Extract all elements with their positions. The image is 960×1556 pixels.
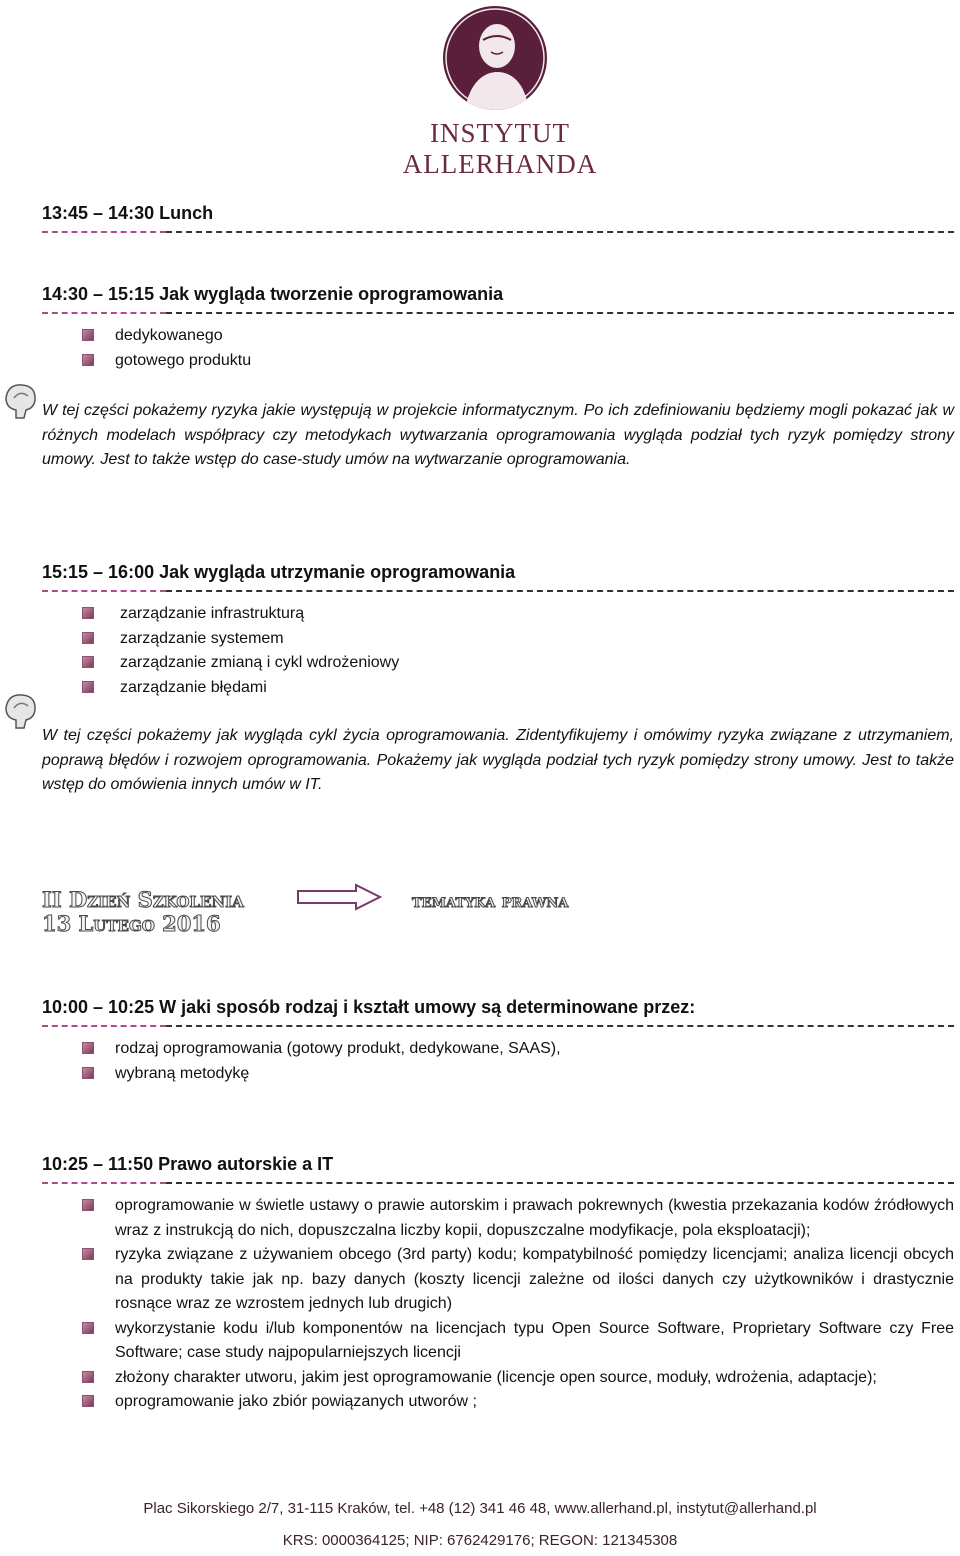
agenda-section-software-creation: [42, 284, 954, 473]
list-item: złożony charakter utworu, jakim jest oprogramowanie (licencje open source, moduły, wdrożenia, adaptacje);: [42, 1366, 954, 1391]
bullet-icon: [82, 1371, 94, 1383]
list-item: zarządzanie zmianą i cykl wdrożeniowy: [42, 651, 954, 676]
bullet-icon: [82, 656, 94, 668]
dashed-divider: [42, 229, 954, 235]
bullet-icon: [82, 1322, 94, 1334]
day-title: II Dzień Szkolenia: [42, 887, 244, 912]
list-item: wybraną metodykę: [42, 1062, 954, 1087]
list-item: zarządzanie systemem: [42, 627, 954, 652]
agenda-section-contract-type: [42, 997, 954, 1086]
dashed-divider: [42, 588, 954, 594]
bullet-icon: [82, 681, 94, 693]
bullet-icon: [82, 632, 94, 644]
list-item: gotowego produktu: [42, 349, 954, 374]
bullet-icon: [82, 329, 94, 341]
portrait-emblem: [443, 6, 547, 110]
arrow-right-icon: [296, 883, 382, 911]
list-item: zarządzanie błędami: [42, 676, 954, 701]
lightbulb-icon: [0, 690, 42, 732]
list-item: wykorzystanie kodu i/lub komponentów na licencjach typu Open Source Software, Proprietary Software czy Free Software; case study najpopularniejszych licencji: [42, 1317, 954, 1366]
list-item: oprogramowanie jako zbiór powiązanych utworów ;: [42, 1390, 954, 1415]
bullet-list: [42, 324, 954, 373]
institute-logo: [330, 4, 670, 179]
section-heading: 10:00 – 10:25 W jaki sposób rodzaj i kształt umowy są determinowane przez:: [42, 997, 696, 1017]
topic-label: tematyka prawna: [412, 890, 569, 912]
section-heading: 10:25 – 11:50 Prawo autorskie a IT: [42, 1154, 334, 1174]
list-item: ryzyka związane z używaniem obcego (3rd party) kodu; kompatybilność pomiędzy licencjami; analiza licencji obcych na produkty takie jak np. bazy danych (koszty licencji zależne od ilości danych czy użytkowników i drastycznie rosnące wraz ze wzrostem jednych lub drugich): [42, 1243, 954, 1317]
day-date: 13 Lutego 2016: [42, 911, 221, 936]
day-banner: [42, 888, 244, 936]
list-item: dedykowanego: [42, 324, 954, 349]
footer-address: Plac Sikorskiego 2/7, 31-115 Kraków, tel. +48 (12) 341 46 48, www.allerhand.pl, instytut@allerhand.pl: [143, 1500, 817, 1517]
list-item: oprogramowanie w świetle ustawy o prawie autorskim i prawach pokrewnych (kwestia przekazania kodów źródłowych wraz z instrukcją do nich, dopuszczalna liczby kopii, dopuszczalne modyfikacje, pola eksploatacji);: [42, 1194, 954, 1243]
bullet-icon: [82, 354, 94, 366]
dashed-divider: [42, 1023, 954, 1029]
section-heading: 14:30 – 15:15 Jak wygląda tworzenie oprogramowania: [42, 284, 504, 304]
logo-wordmark: INSTYTUT ALLERHANDA: [402, 118, 598, 179]
bullet-icon: [82, 1042, 94, 1054]
bullet-list: [42, 602, 954, 700]
footer-registry-ids: KRS: 0000364125; NIP: 6762429176; REGON: 121345308: [282, 1532, 678, 1549]
list-item: zarządzanie infrastrukturą: [42, 602, 954, 627]
dashed-divider: [42, 310, 954, 316]
agenda-section-copyright: [42, 1154, 954, 1415]
list-item: rodzaj oprogramowania (gotowy produkt, dedykowane, SAAS),: [42, 1037, 954, 1062]
dashed-divider: [42, 1180, 954, 1186]
section-heading: 13:45 – 14:30 Lunch: [42, 203, 214, 223]
bullet-icon: [82, 607, 94, 619]
bullet-icon: [82, 1067, 94, 1079]
bullet-list: [42, 1194, 954, 1415]
section-heading: 15:15 – 16:00 Jak wygląda utrzymanie oprogramowania: [42, 562, 516, 582]
bullet-icon: [82, 1395, 94, 1407]
bullet-list: [42, 1037, 954, 1086]
section-description: W tej części pokażemy ryzyka jakie występują w projekcie informatycznym. Po ich zdefiniowaniu będziemy mogli pokazać jak w różnych modelach współpracy czy metodykach wytwarzania oprogramowania wygląda podział tych ryzyk pomiędzy strony umowy. Jest to także wstęp do case-study umów na wytwarzanie oprogramowania.: [42, 402, 954, 468]
agenda-section-lunch: [42, 203, 954, 235]
lightbulb-icon: [0, 380, 42, 422]
bullet-icon: [82, 1248, 94, 1260]
bullet-icon: [82, 1199, 94, 1211]
section-description: W tej części pokażemy jak wygląda cykl życia oprogramowania. Zidentyfikujemy i omówimy ryzyka związane z utrzymaniem, poprawą błędów i rozwojem oprogramowania. Pokażemy jak wygląda podział tych ryzyk pomiędzy strony umowy. Jest to także wstęp do omówienia innych umów w IT.: [42, 727, 954, 793]
agenda-section-software-maintenance: [42, 562, 954, 798]
